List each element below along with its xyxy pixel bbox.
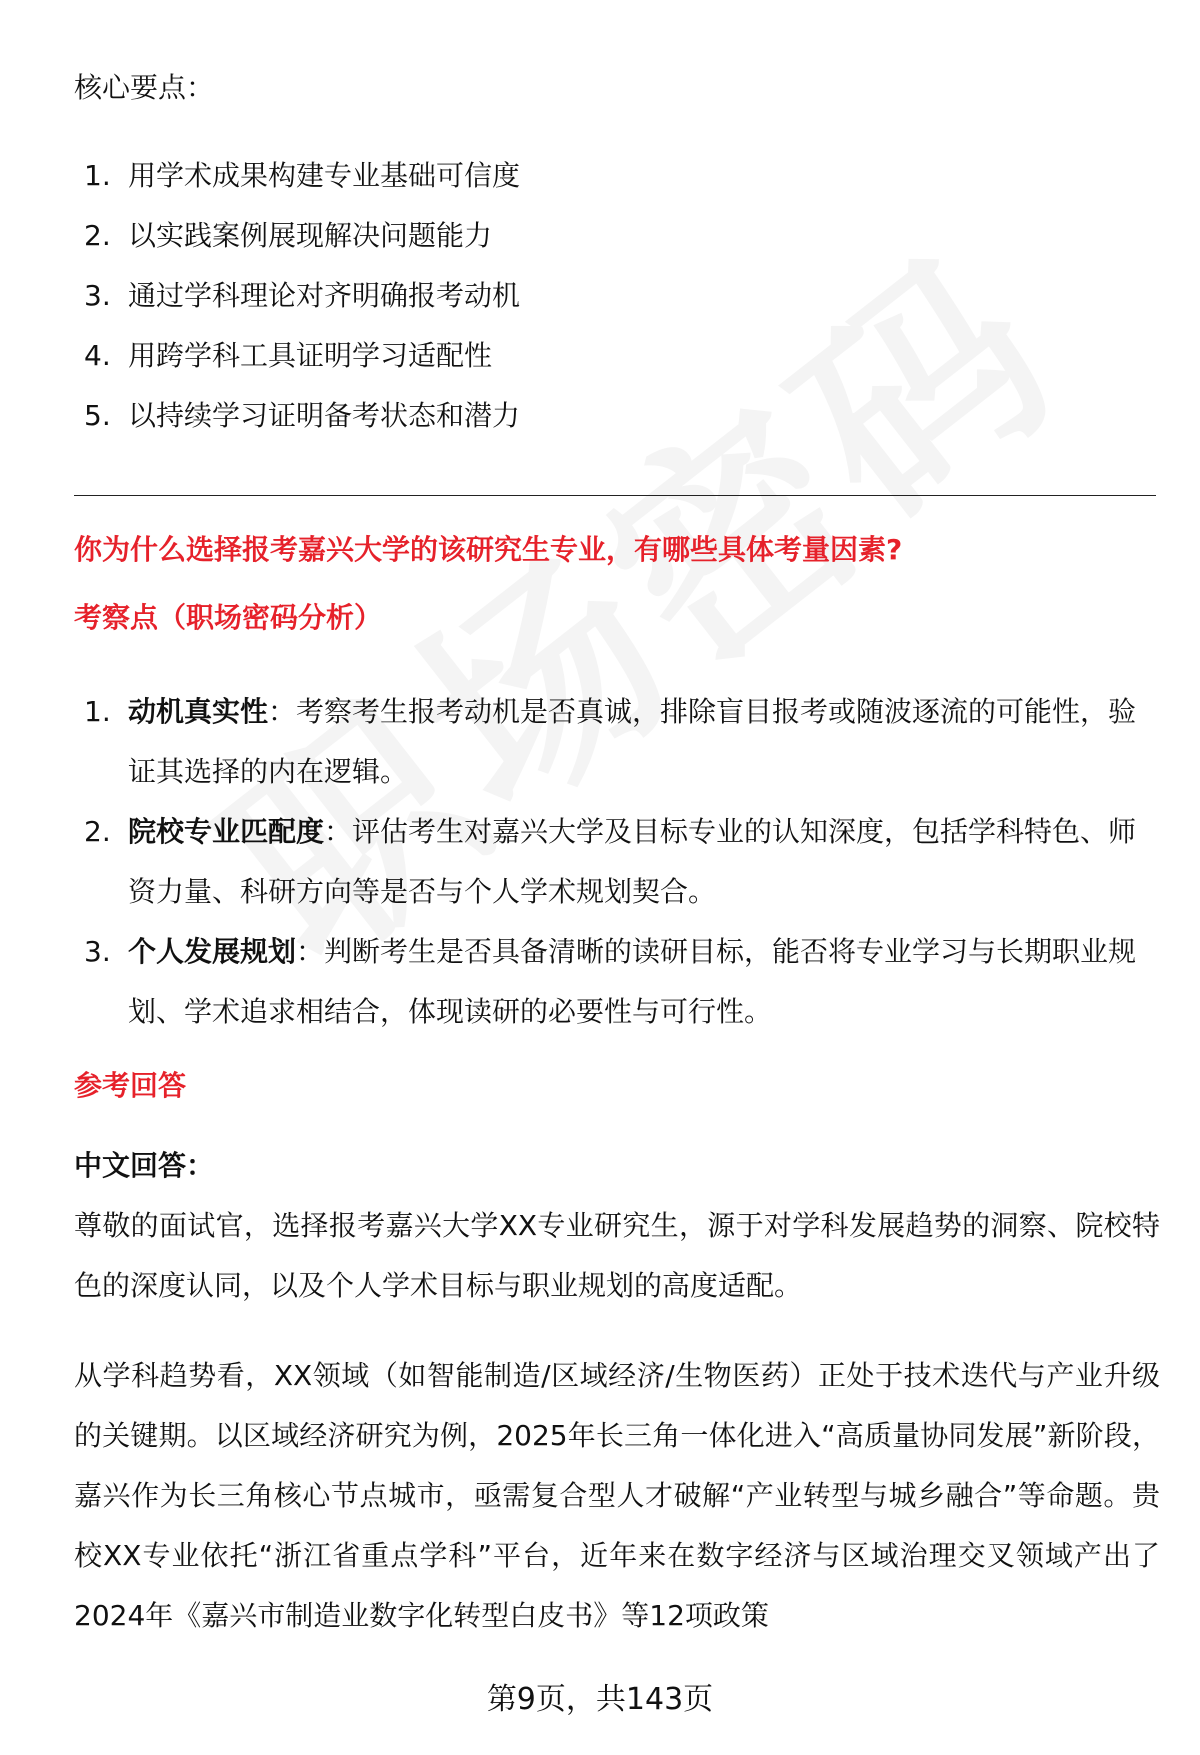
list-item xyxy=(74,922,1160,1042)
list-number: 2. xyxy=(84,219,111,252)
reference-answer-heading: 参考回答 xyxy=(74,1069,187,1102)
list-item xyxy=(74,276,1154,336)
list-number: 2. xyxy=(84,815,111,848)
chinese-answer-heading: 中文回答： xyxy=(74,1149,215,1182)
key-points-list xyxy=(74,156,1154,456)
exam-points-list xyxy=(74,682,1160,1042)
list-item xyxy=(74,216,1154,276)
list-number: 3. xyxy=(84,279,111,312)
exam-points-heading: 考察点（职场密码分析） xyxy=(74,601,383,634)
list-item xyxy=(74,682,1160,802)
list-number: 4. xyxy=(84,339,111,372)
list-text xyxy=(128,922,1160,1042)
list-text xyxy=(128,682,1160,802)
term: 个人发展规划 xyxy=(128,935,297,968)
list-item xyxy=(74,396,1154,456)
page-footer: 第9页，共143页 xyxy=(486,1682,714,1717)
description: ：评估考生对嘉兴大学及目标专业的认知深度，包括学科特色、师资力量、科研方向等是否与个人学术规划契合。 xyxy=(128,815,1137,908)
section-divider xyxy=(74,495,1156,496)
key-points-label: 核心要点： xyxy=(74,71,215,104)
description: ：判断考生是否具备清晰的读研目标，能否将专业学习与长期职业规划、学术追求相结合，体现读研的必要性与可行性。 xyxy=(128,935,1137,1028)
list-text xyxy=(128,802,1160,922)
list-text: 通过学科理论对齐明确报考动机 xyxy=(128,279,521,312)
term: 动机真实性 xyxy=(128,695,269,728)
answer-paragraph: 尊敬的面试官，选择报考嘉兴大学XX专业研究生，源于对学科发展趋势的洞察、院校特色的深度认同，以及个人学术目标与职业规划的高度适配。 xyxy=(74,1209,1160,1302)
list-item xyxy=(74,156,1154,216)
list-number: 3. xyxy=(84,935,111,968)
description: ：考察考生报考动机是否真诚，排除盲目报考或随波逐流的可能性，验证其选择的内在逻辑。 xyxy=(128,695,1137,788)
list-text: 以实践案例展现解决问题能力 xyxy=(128,219,493,252)
list-number: 5. xyxy=(84,399,111,432)
list-text: 用学术成果构建专业基础可信度 xyxy=(128,159,521,192)
list-item xyxy=(74,802,1160,922)
list-number: 1. xyxy=(84,695,111,728)
list-number: 1. xyxy=(84,159,111,192)
interview-question: 你为什么选择报考嘉兴大学的该研究生专业，有哪些具体考量因素? xyxy=(74,533,903,566)
list-text: 以持续学习证明备考状态和潜力 xyxy=(128,399,521,432)
list-item xyxy=(74,336,1154,396)
term: 院校专业匹配度 xyxy=(128,815,325,848)
answer-paragraph: 从学科趋势看，XX领域（如智能制造/区域经济/生物医药）正处于技术迭代与产业升级的关键期。以区域经济研究为例，2025年长三角一体化进入“高质量协同发展”新阶段，嘉兴作为长三角核心节点城市，亟需复合型人才破解“产业转型与城乡融合”等命题。贵校XX专业依托“浙江省重点学科”平台，近年来在数字经济与区域治理交叉领域产出了2024年《嘉兴市制造业数字化转型白皮书》等12项政策 xyxy=(74,1359,1160,1632)
list-text: 用跨学科工具证明学习适配性 xyxy=(128,339,493,372)
